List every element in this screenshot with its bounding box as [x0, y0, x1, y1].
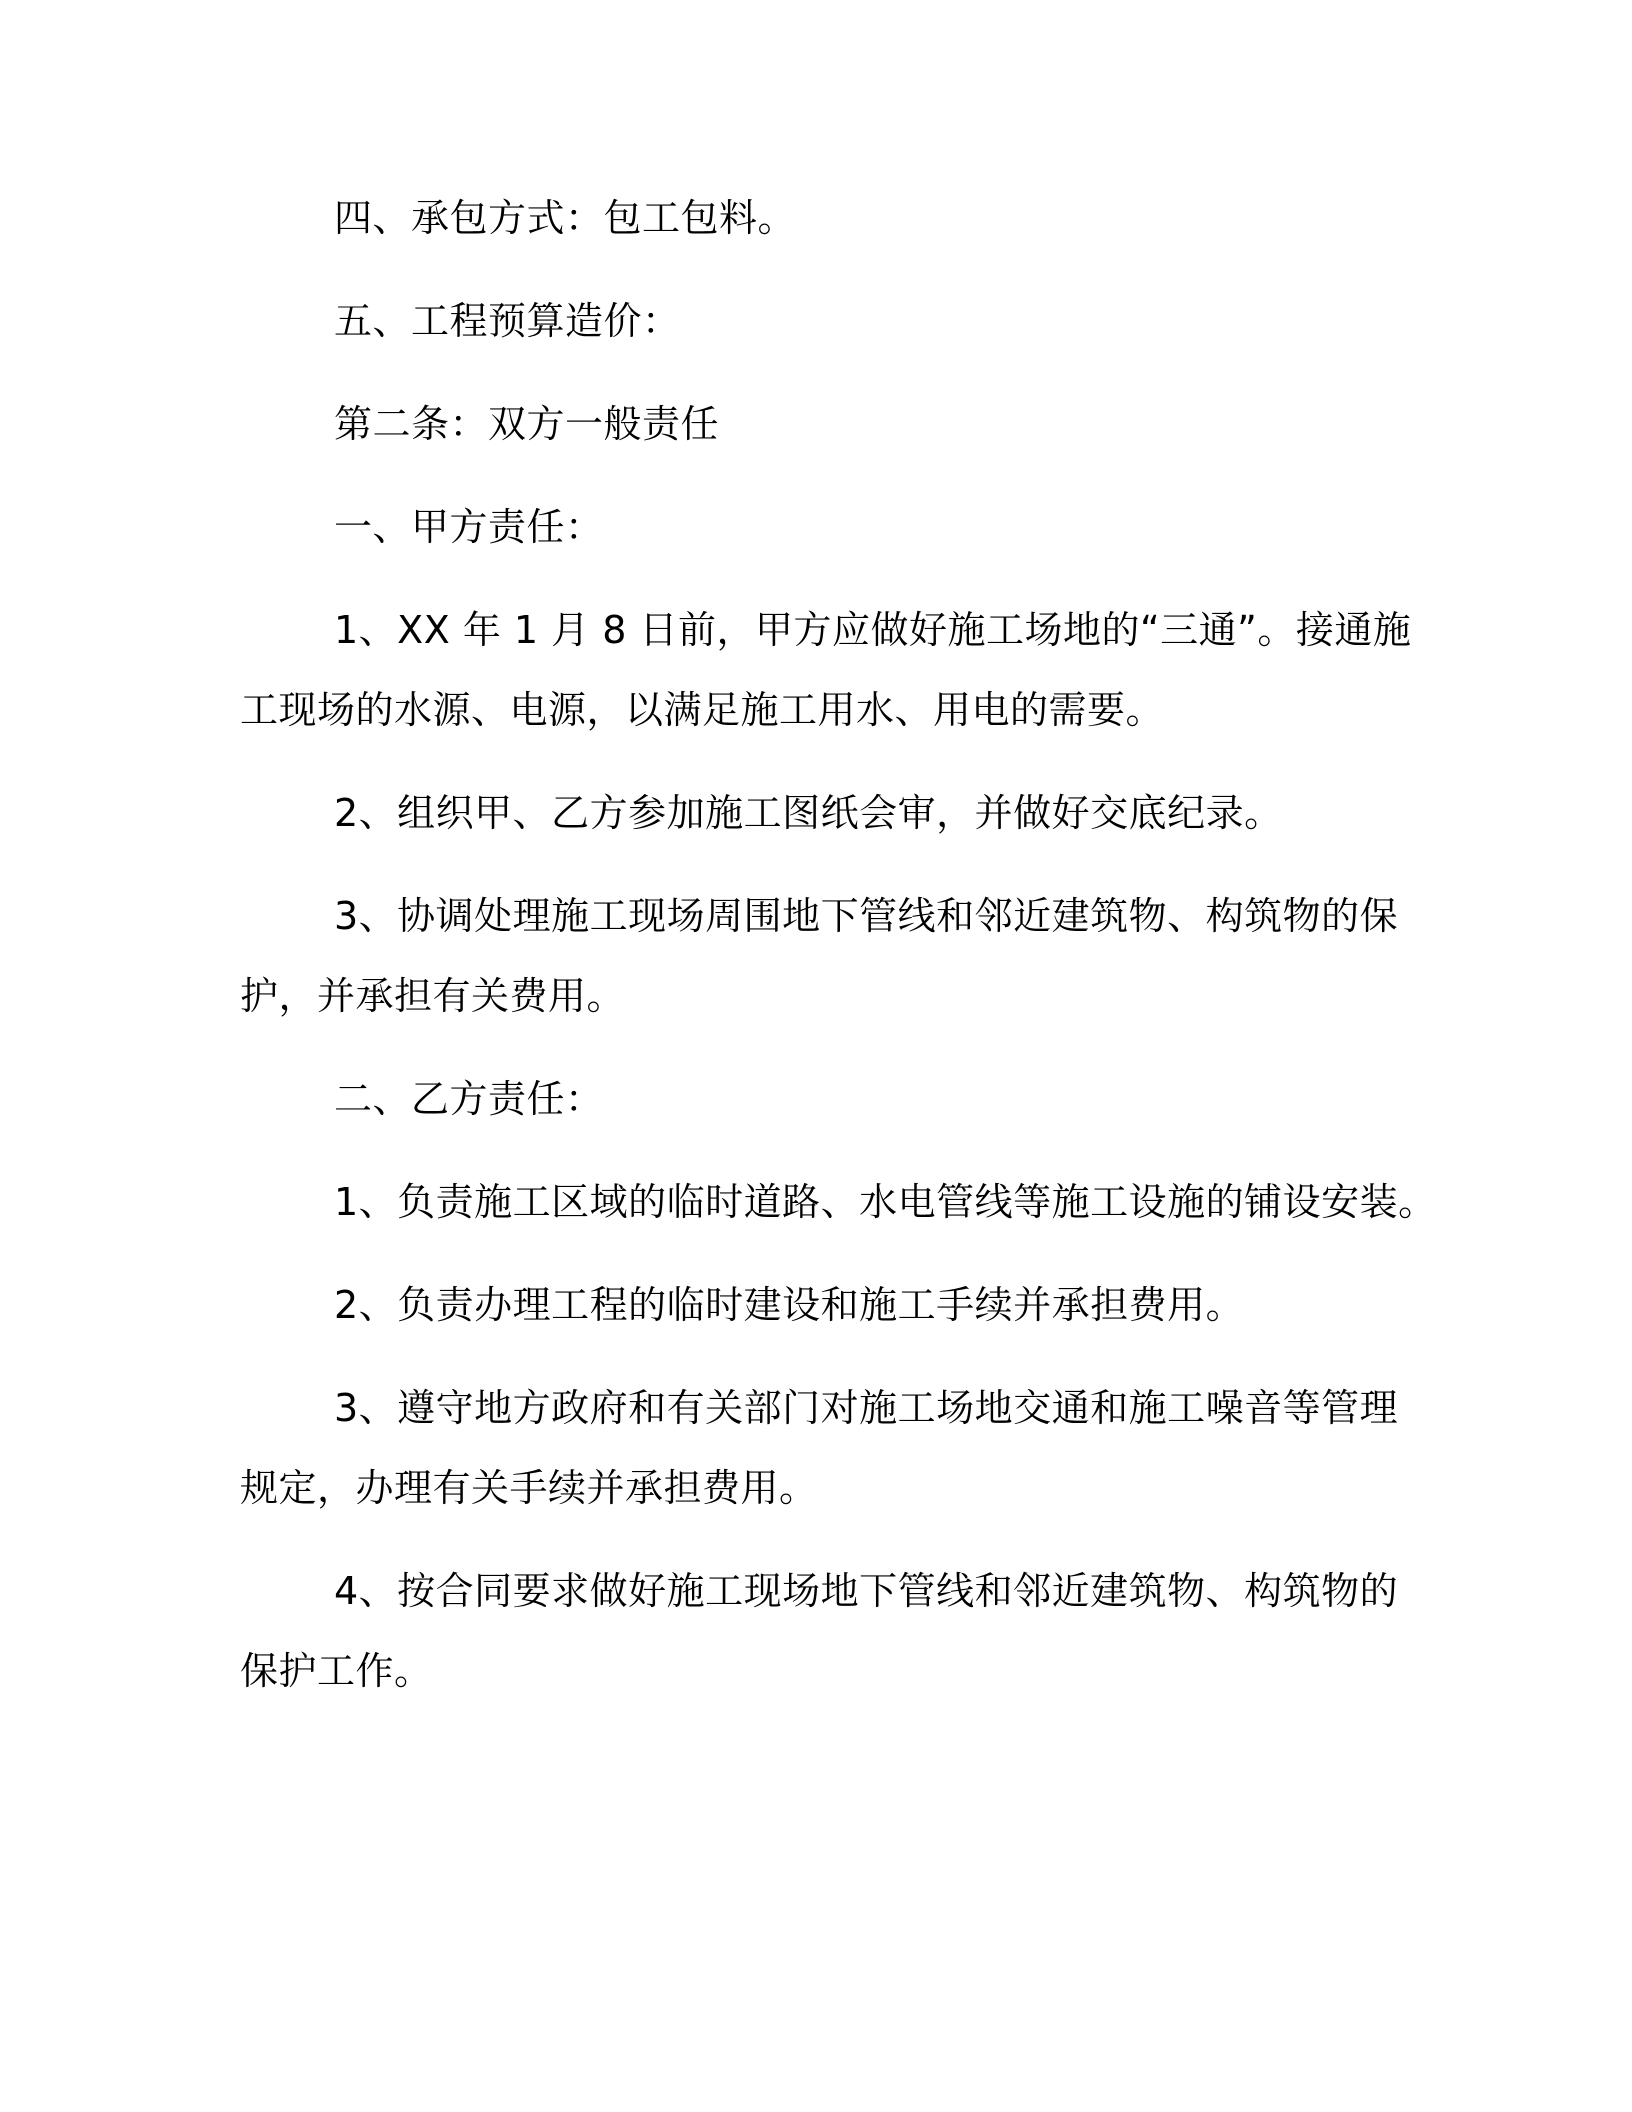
article-two-heading: 第二条：双方一般责任: [334, 402, 720, 446]
party-b-item-2: 2、负责办理工程的临时建设和施工手续并承担费用。: [334, 1283, 1245, 1327]
party-a-item-3-line-1: 3、协调处理施工现场周围地下管线和邻近建筑物、构筑物的保: [334, 894, 1399, 938]
party-b-item-1: 1、负责施工区域的临时道路、水电管线等施工设施的铺设安装。: [334, 1180, 1437, 1224]
party-b-item-3-line-1: 3、遵守地方政府和有关部门对施工场地交通和施工噪音等管理: [334, 1386, 1399, 1430]
budget-cost-line: 五、工程预算造价：: [334, 299, 681, 343]
party-a-item-1-line-2: 工现场的水源、电源，以满足施工用水、用电的需要。: [240, 688, 1165, 732]
party-a-item-3-line-2: 护，并承担有关费用。: [240, 974, 626, 1018]
party-a-item-1-line-1: 1、XX 年 1 月 8 日前，甲方应做好施工场地的“三通”。接通施: [334, 608, 1412, 652]
party-b-heading: 二、乙方责任：: [334, 1077, 604, 1121]
party-a-item-2: 2、组织甲、乙方参加施工图纸会审，并做好交底纪录。: [334, 791, 1283, 835]
contract-method-line: 四、承包方式：包工包料。: [334, 196, 797, 240]
party-b-item-3-line-2: 规定，办理有关手续并承担费用。: [240, 1466, 818, 1510]
party-a-heading: 一、甲方责任：: [334, 505, 604, 549]
party-b-item-4-line-1: 4、按合同要求做好施工现场地下管线和邻近建筑物、构筑物的: [334, 1569, 1399, 1613]
party-b-item-4-line-2: 保护工作。: [240, 1649, 433, 1693]
